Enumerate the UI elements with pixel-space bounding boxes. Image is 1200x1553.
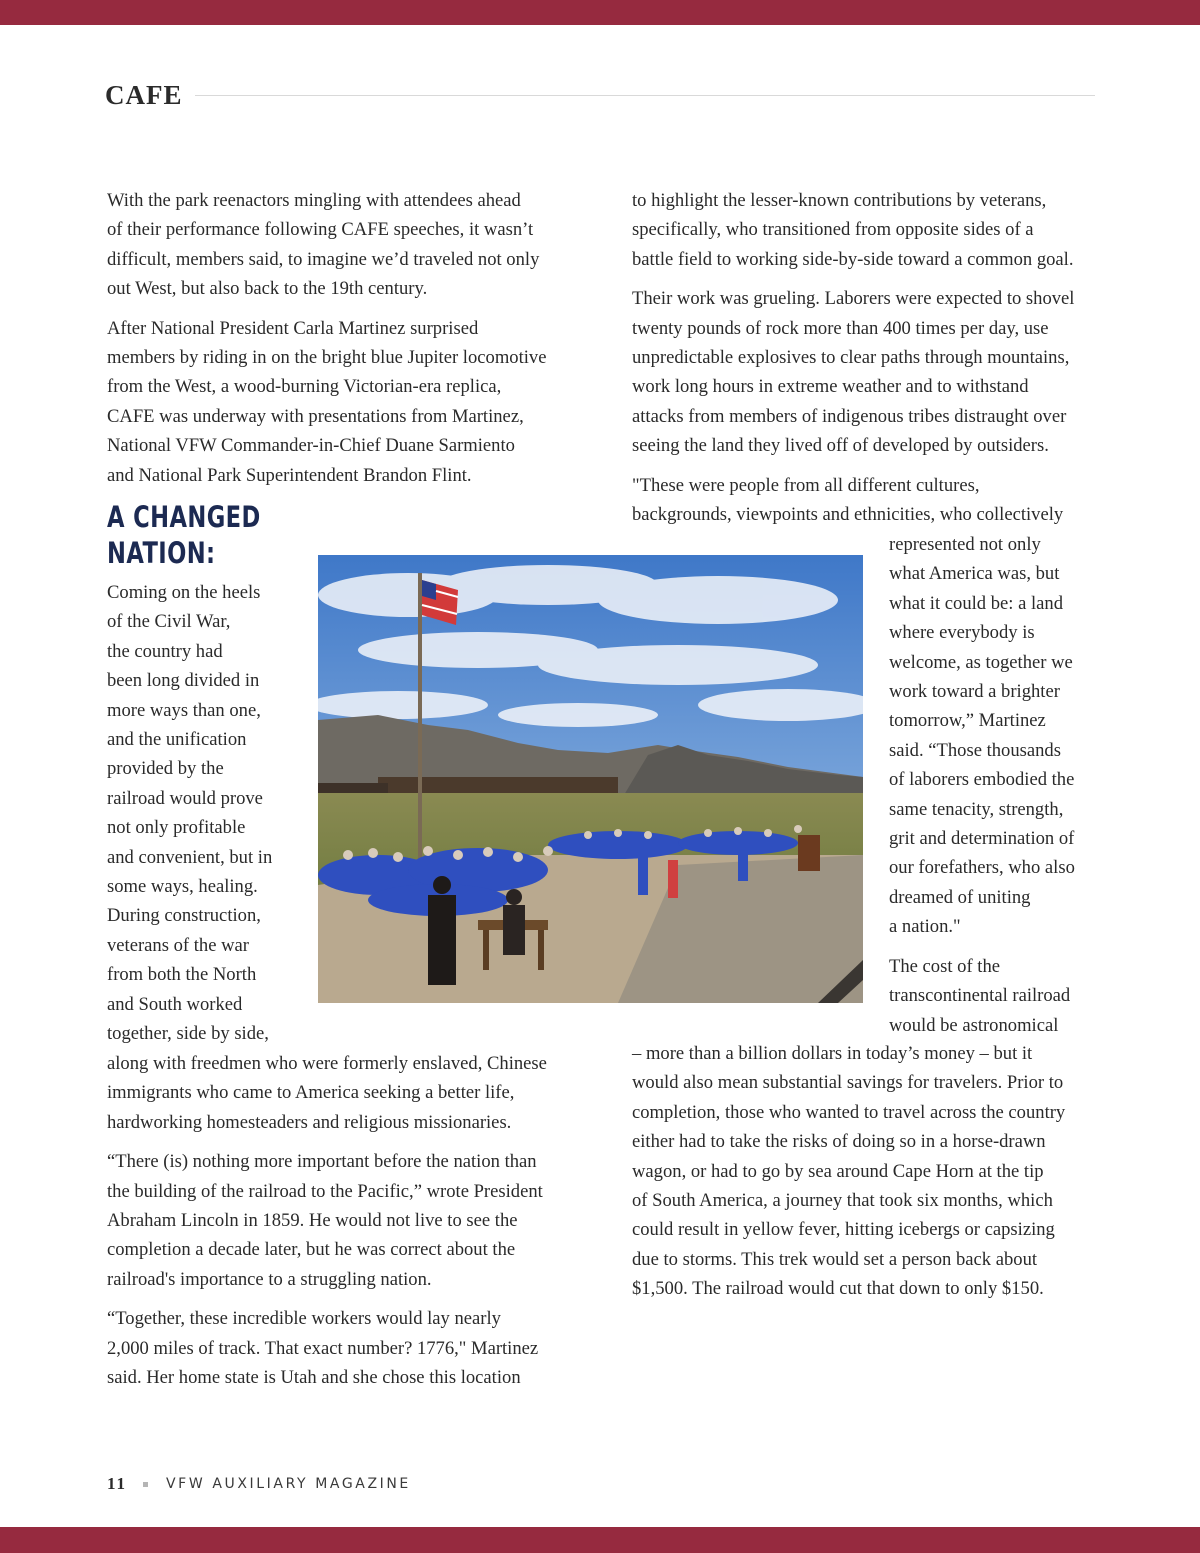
text-line: CAFE was underway with presentations from Martinez, (107, 405, 524, 427)
text-line: “Together, these incredible workers would lay nearly (107, 1308, 501, 1330)
text-line: immigrants who came to America seeking a better life, (107, 1082, 515, 1104)
text-line: During construction, (107, 905, 261, 927)
paragraph (889, 952, 1119, 1040)
text-line: from both the North (107, 964, 257, 986)
text-line: and South worked (107, 993, 243, 1015)
text-line: represented not only (889, 534, 1041, 555)
text-line: battle field to working side-by-side toward a common goal. (632, 248, 1074, 270)
text-line: backgrounds, viewpoints and ethnicities, who collectively (632, 504, 1064, 526)
text-line: a nation." (889, 916, 961, 938)
text-line: and the unification (107, 729, 247, 751)
left-column-wrap-text (107, 578, 307, 1049)
text-line: difficult, members said, to imagine we’d traveled not only (107, 248, 540, 270)
text-line: some ways, healing. (107, 876, 258, 898)
text-line: our forefathers, who also (889, 857, 1075, 879)
text-line: along with freedmen who were formerly enslaved, Chinese (107, 1053, 547, 1074)
text-line: of the Civil War, (107, 611, 231, 633)
paragraph (889, 530, 1119, 942)
text-line: either had to take the risks of doing so in a horse-drawn (632, 1131, 1046, 1153)
text-line: railroad's importance to a struggling nation. (107, 1268, 432, 1290)
paragraph (107, 1147, 587, 1294)
text-line: provided by the (107, 758, 224, 780)
paragraph (632, 284, 1112, 460)
page-number: 11 (107, 1474, 128, 1493)
text-line: attacks from members of indigenous tribes distraught over (632, 405, 1067, 427)
text-line: not only profitable (107, 817, 246, 839)
text-line: specifically, who transitioned from opposite sides of a (632, 219, 1034, 241)
text-line: "These were people from all different cultures, (632, 474, 980, 496)
text-line: work long hours in extreme weather and to withstand (632, 376, 1029, 398)
text-line: National VFW Commander-in-Chief Duane Sarmiento (107, 435, 515, 457)
text-line: from the West, a wood-burning Victorian-era replica, (107, 376, 502, 398)
text-line: transcontinental railroad (889, 985, 1071, 1007)
text-line: hardworking homesteaders and religious missionaries. (107, 1111, 512, 1133)
text-line: more ways than one, (107, 699, 261, 721)
text-line: – more than a billion dollars in today’s money – but it (632, 1043, 1033, 1064)
text-line: 2,000 miles of track. That exact number? 1776," Martinez (107, 1337, 539, 1359)
text-line: and National Park Superintendent Brandon Flint. (107, 464, 472, 486)
text-line: dreamed of uniting (889, 886, 1031, 908)
text-line: where everybody is (889, 622, 1035, 644)
paragraph (107, 314, 577, 490)
subhead-line: A CHANGED (107, 500, 261, 534)
right-column-bottom-text (632, 1039, 1112, 1304)
text-line: due to storms. This trek would set a person back about (632, 1248, 1038, 1270)
text-line: been long divided in (107, 670, 260, 692)
right-column-top-text (632, 186, 1112, 529)
right-column-wrap-text (889, 530, 1119, 1040)
paragraph (107, 186, 577, 304)
text-line: completion, those who wanted to travel across the country (632, 1101, 1066, 1123)
text-line: “There (is) nothing more important before the nation than (107, 1151, 537, 1173)
text-line: twenty pounds of rock more than 400 times per day, use (632, 317, 1049, 339)
bottom-accent-bar (0, 1527, 1200, 1553)
paragraph (107, 1049, 587, 1137)
footer-separator (143, 1482, 148, 1487)
text-line: The cost of the (889, 955, 1001, 977)
magazine-name: VFW AUXILIARY MAGAZINE (166, 1476, 411, 1492)
text-line: veterans of the war (107, 934, 249, 956)
text-line: and convenient, but in (107, 846, 273, 868)
text-line: With the park reenactors mingling with attendees ahead (107, 190, 521, 211)
text-line: tomorrow,” Martinez (889, 710, 1046, 732)
subhead-a-changed-nation (107, 499, 263, 571)
text-line: out West, but also back to the 19th century. (107, 278, 428, 300)
text-line: what it could be: a land (889, 592, 1064, 614)
text-line: After National President Carla Martinez surprised (107, 317, 479, 339)
text-line: to highlight the lesser-known contributions by veterans, (632, 190, 1047, 211)
text-line: of their performance following CAFE speeches, it wasn’t (107, 219, 534, 241)
text-line: would be astronomical (889, 1014, 1059, 1036)
text-line: $1,500. The railroad would cut that down to only $150. (632, 1278, 1044, 1300)
text-line: Abraham Lincoln in 1859. He would not live to see the (107, 1210, 518, 1232)
text-line: what America was, but (889, 563, 1060, 585)
text-line: railroad would prove (107, 787, 263, 809)
subhead-line: NATION: (107, 536, 216, 570)
left-column-bottom-text (107, 1049, 587, 1392)
text-line: the building of the railroad to the Pacific,” wrote President (107, 1180, 543, 1202)
text-line: said. “Those thousands (889, 739, 1061, 761)
top-accent-bar (0, 0, 1200, 25)
text-line: members by riding in on the bright blue Jupiter locomotive (107, 347, 547, 369)
left-column-top-text (107, 186, 577, 490)
text-line: unpredictable explosives to clear paths through mountains, (632, 347, 1070, 369)
text-line: wagon, or had to go by sea around Cape Horn at the tip (632, 1160, 1044, 1182)
text-line: the country had (107, 640, 223, 662)
text-line: completion a decade later, but he was correct about the (107, 1239, 516, 1261)
text-line: of South America, a journey that took six months, which (632, 1190, 1053, 1212)
paragraph (632, 186, 1112, 274)
text-line: of laborers embodied the (889, 769, 1075, 791)
text-line: would also mean substantial savings for travelers. Prior to (632, 1072, 1064, 1094)
text-line: grit and determination of (889, 828, 1075, 850)
text-line: said. Her home state is Utah and she chose this location (107, 1367, 521, 1389)
text-line: Coming on the heels (107, 582, 261, 603)
section-title: CAFE (105, 80, 183, 110)
header-rule (195, 95, 1095, 96)
text-line: could result in yellow fever, hitting icebergs or capsizing (632, 1219, 1055, 1241)
text-line: together, side by side, (107, 1023, 269, 1045)
text-line: work toward a brighter (889, 681, 1060, 703)
text-line: welcome, as together we (889, 651, 1073, 673)
paragraph (632, 471, 1112, 530)
text-line: seeing the land they lived off of developed by outsiders. (632, 435, 1049, 457)
paragraph (107, 1304, 587, 1392)
section-header (105, 80, 1095, 112)
ceremony-photo (318, 555, 863, 1003)
text-line: Their work was grueling. Laborers were expected to shovel (632, 288, 1075, 310)
text-line: same tenacity, strength, (889, 798, 1064, 820)
